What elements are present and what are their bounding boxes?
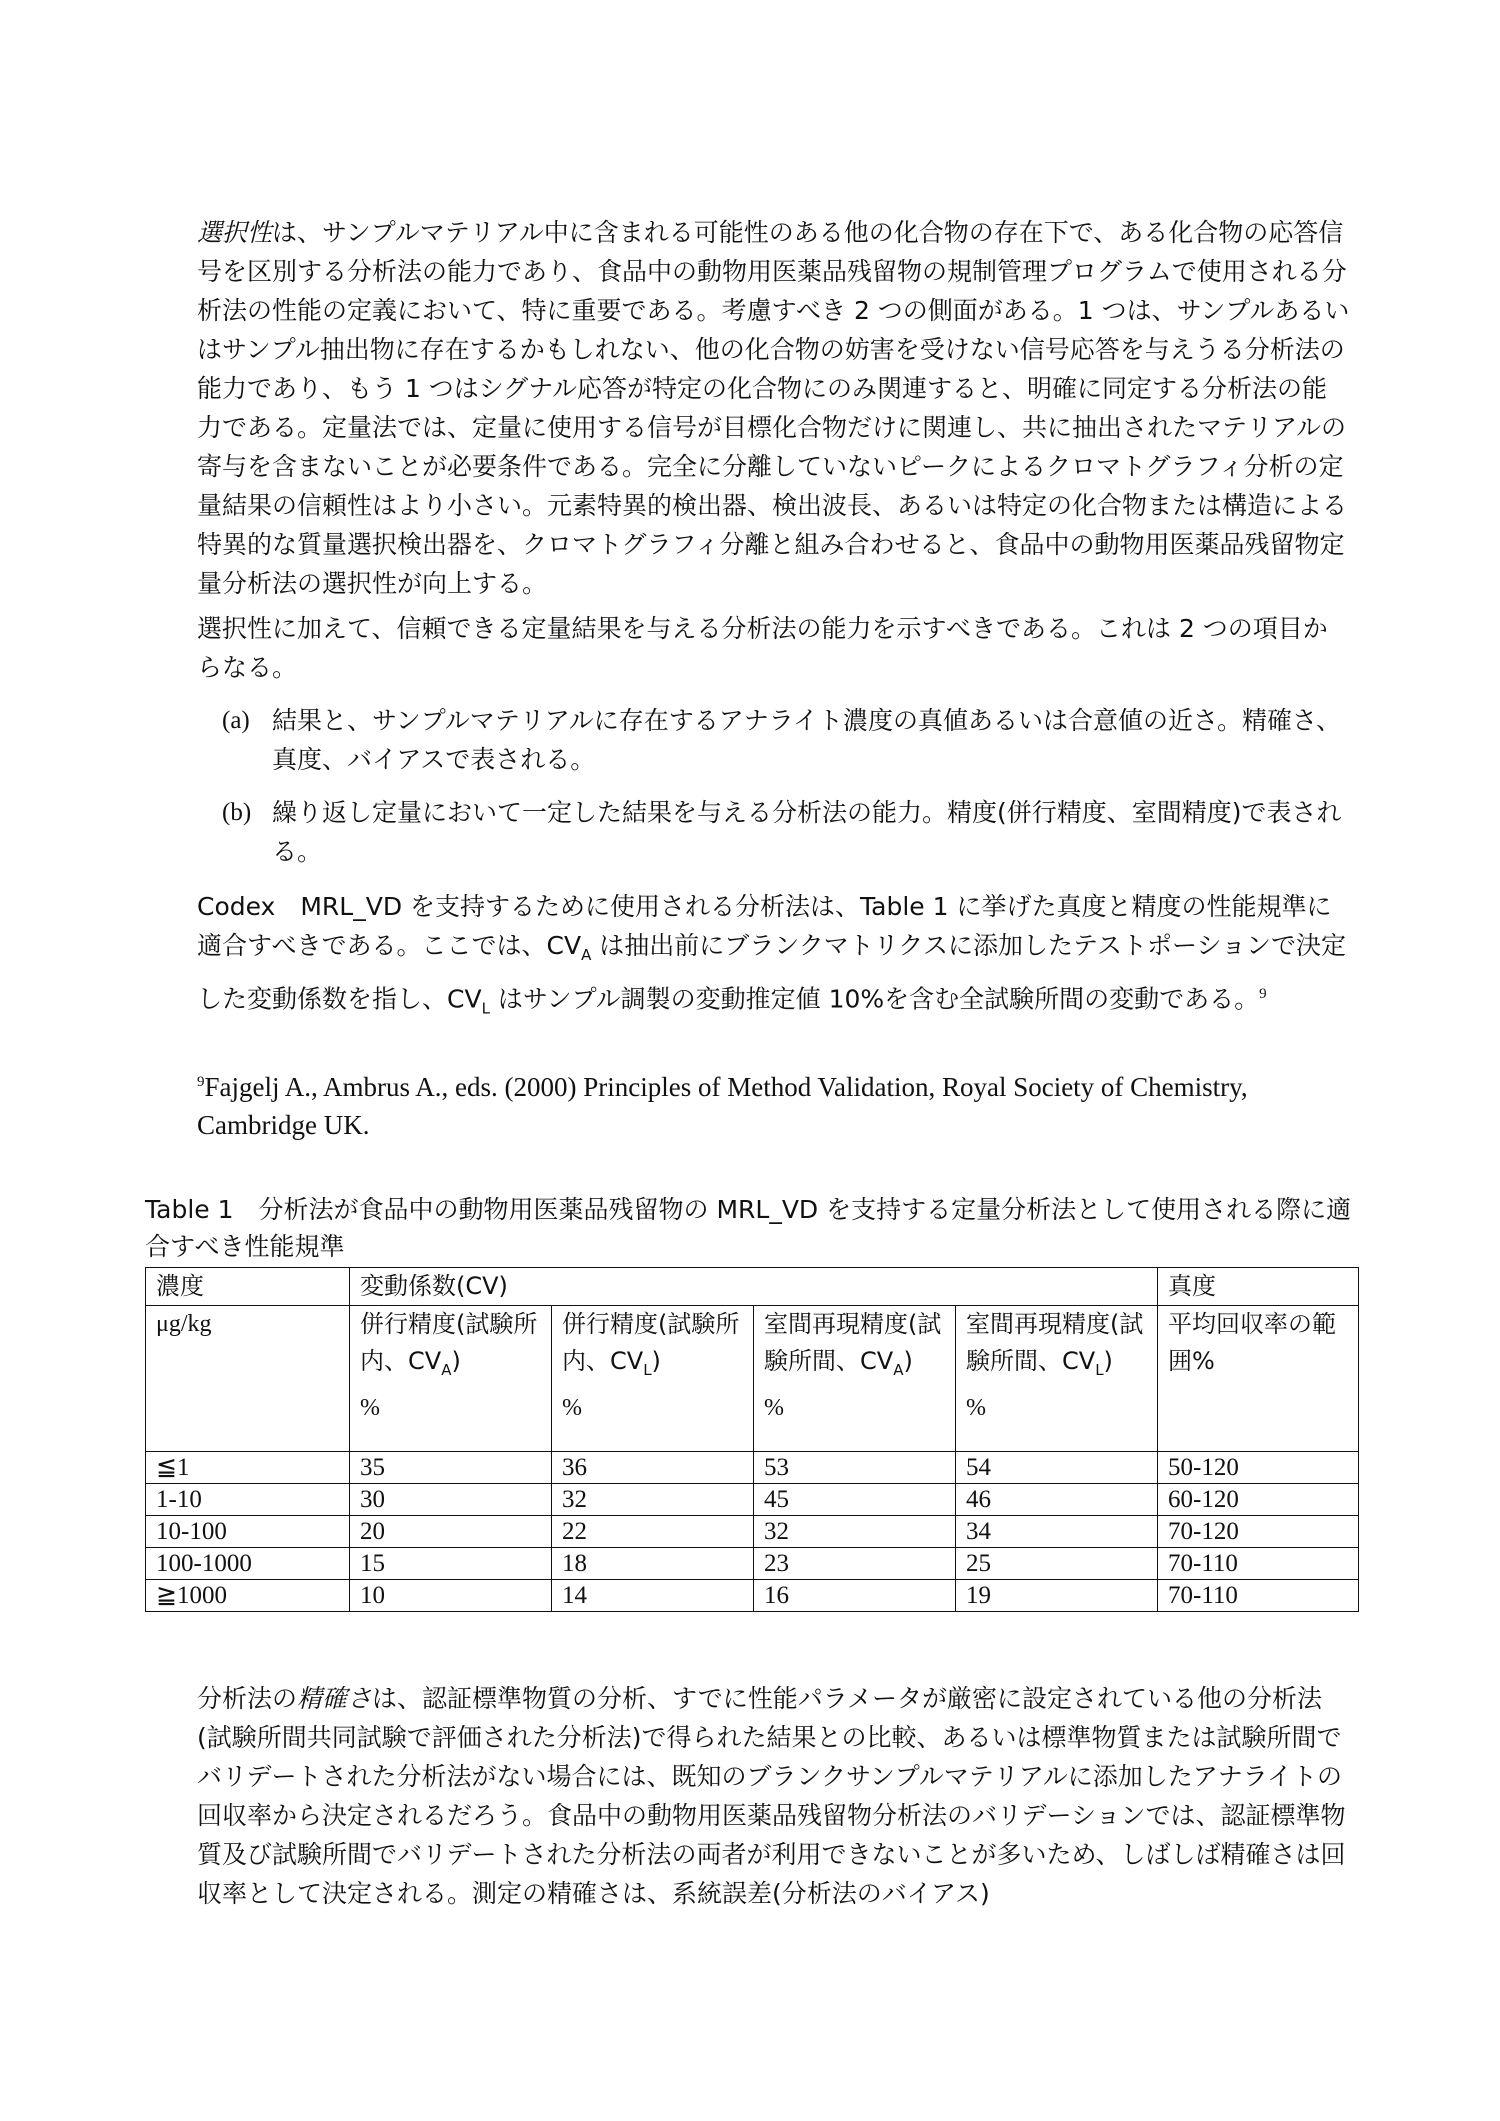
cell-value: 34 xyxy=(956,1516,1158,1548)
header-subscript: A xyxy=(441,1360,452,1379)
codex-paragraph xyxy=(197,887,1352,1028)
header-text: ) xyxy=(903,1347,913,1375)
header-text: ) xyxy=(451,1347,461,1375)
percent-label: % xyxy=(360,1394,380,1421)
list-item-text: 繰り返し定量において一定した結果を与える分析法の能力。精度(併行精度、室間精度)で表される。 xyxy=(272,798,1342,866)
codex-text: は抽出前にブランクマトリクスに添加したテストポーションで決定した変動係数を指し、CV xyxy=(197,931,1347,1014)
header-cell-reproducibility-cvl xyxy=(956,1306,1158,1452)
header-text: ) xyxy=(651,1347,661,1375)
performance-criteria-table xyxy=(145,1267,1359,1612)
cell-value: 22 xyxy=(552,1516,754,1548)
accuracy-text: 分析法の xyxy=(197,1684,298,1713)
header-subscript: L xyxy=(1095,1360,1104,1379)
selectivity-term: 選択性 xyxy=(197,218,273,247)
table-row xyxy=(146,1516,1359,1548)
cv-l-subscript: L xyxy=(481,999,490,1018)
header-cell-repeatability-cva xyxy=(350,1306,552,1452)
cell-value: 14 xyxy=(552,1580,754,1612)
cell-recovery: 50-120 xyxy=(1158,1452,1359,1484)
cell-value: 23 xyxy=(754,1548,956,1580)
list-marker: (b) xyxy=(222,799,252,826)
cell-recovery: 60-120 xyxy=(1158,1484,1359,1516)
header-text: 室間再現精度(試験所間、CV xyxy=(764,1310,942,1375)
cell-value: 45 xyxy=(754,1484,956,1516)
cell-recovery: 70-110 xyxy=(1158,1548,1359,1580)
cell-value: 16 xyxy=(754,1580,956,1612)
cell-concentration: ≧1000 xyxy=(146,1580,350,1612)
accuracy-paragraph xyxy=(197,1679,1352,1913)
header-text: 併行精度(試験所内、CV xyxy=(360,1310,538,1375)
header-text: 室間再現精度(試験所間、CV xyxy=(966,1310,1144,1375)
list-marker: (a) xyxy=(222,707,250,734)
percent-label: % xyxy=(966,1394,986,1421)
accuracy-term: 精確さ xyxy=(297,1684,373,1713)
cell-concentration: ≦1 xyxy=(146,1452,350,1484)
cell-value: 25 xyxy=(956,1548,1158,1580)
header-cell-recovery-range: 平均回収率の範囲% xyxy=(1158,1306,1359,1452)
cell-concentration: 100-1000 xyxy=(146,1548,350,1580)
header-subscript: A xyxy=(893,1360,904,1379)
header-cell-reproducibility-cva xyxy=(754,1306,956,1452)
list-item xyxy=(222,701,1352,779)
header-cell-trueness: 真度 xyxy=(1158,1268,1359,1306)
table-caption: Table 1 分析法が食品中の動物用医薬品残留物の MRL_VD を支持する定量分析法として使用される際に適合すべき性能規準 xyxy=(145,1195,1352,1261)
cell-value: 53 xyxy=(754,1452,956,1484)
cell-value: 46 xyxy=(956,1484,1158,1516)
header-cell-cv: 変動係数(CV) xyxy=(350,1268,1158,1306)
cell-concentration: 10-100 xyxy=(146,1516,350,1548)
header-cell-repeatability-cvl xyxy=(552,1306,754,1452)
codex-text: Codex MRL_VD を支持するために使用される分析法は、Table 1 に挙げた真度と精度の性能規準に適合すべきである。ここでは、CV xyxy=(197,892,1332,960)
footnote-marker: 9 xyxy=(197,1074,205,1090)
cell-value: 30 xyxy=(350,1484,552,1516)
table-subheader-row xyxy=(146,1306,1359,1452)
percent-label: % xyxy=(764,1394,784,1421)
cell-recovery: 70-120 xyxy=(1158,1516,1359,1548)
cell-value: 32 xyxy=(552,1484,754,1516)
header-cell-concentration: 濃度 xyxy=(146,1268,350,1306)
cell-value: 10 xyxy=(350,1580,552,1612)
header-text: ) xyxy=(1103,1347,1113,1375)
table-row xyxy=(146,1580,1359,1612)
cell-value: 36 xyxy=(552,1452,754,1484)
table-row xyxy=(146,1548,1359,1580)
cell-value: 19 xyxy=(956,1580,1158,1612)
cell-concentration: 1-10 xyxy=(146,1484,350,1516)
cell-value: 15 xyxy=(350,1548,552,1580)
cell-value: 35 xyxy=(350,1452,552,1484)
codex-text: はサンプル調製の変動推定値 10%を含む全試験所間の変動である。 xyxy=(489,984,1260,1014)
footnote-reference: 9 xyxy=(1259,986,1267,1002)
cv-a-subscript: A xyxy=(581,946,592,964)
selectivity-paragraph xyxy=(197,213,1352,603)
header-subscript: L xyxy=(643,1360,652,1379)
header-text: 併行精度(試験所内、CV xyxy=(562,1310,740,1375)
cell-recovery: 70-110 xyxy=(1158,1580,1359,1612)
footnote-text: Fajgelj A., Ambrus A., eds. (2000) Principles of Method Validation, Royal Society of Chemistry, Cambridge UK. xyxy=(197,1072,1248,1140)
selectivity-text: は、サンプルマテリアル中に含まれる可能性のある他の化合物の存在下で、ある化合物の応答信号を区別する分析法の能力であり、食品中の動物用医薬品残留物の規制管理プログラムで使用される分析法の性能の定義において、特に重要である。考慮すべき 2 つの側面がある。1 つは、サンプルあるいはサンプル抽出物に存在するかもしれない、他の化合物の妨害を受けない信号応答を与えうる分析法の能力であり、もう 1 つはシグナル応答が特定の化合物にのみ関連すると、明確に同定する分析法の能力である。定量法では、定量に使用する信号が目標化合物だけに関連し、共に抽出されたマテリアルの寄与を含まないことが必要条件である。完全に分離していないピークによるクロマトグラフィ分析の定量結果の信頼性はより小さい。元素特異的検出器、検出波長、あるいは特定の化合物または構造による特異的な質量選択検出器を、クロマトグラフィ分離と組み合わせると、食品中の動物用医薬品残留物定量分析法の選択性が向上する。 xyxy=(197,218,1350,598)
reliability-paragraph: 選択性に加えて、信頼できる定量結果を与える分析法の能力を示すべきである。これは 2 つの項目からなる。 xyxy=(197,614,1328,682)
table-row xyxy=(146,1452,1359,1484)
cell-value: 54 xyxy=(956,1452,1158,1484)
percent-label: % xyxy=(562,1394,582,1421)
cell-value: 32 xyxy=(754,1516,956,1548)
list-item-text: 結果と、サンプルマテリアルに存在するアナライト濃度の真値あるいは合意値の近さ。精確さ、真度、バイアスで表される。 xyxy=(272,706,1342,774)
header-cell-unit: μg/kg xyxy=(146,1306,350,1452)
cell-value: 20 xyxy=(350,1516,552,1548)
accuracy-text: は、認証標準物質の分析、すでに性能パラメータが厳密に設定されている他の分析法(試験所間共同試験で評価された分析法)で得られた結果との比較、あるいは標準物質または試験所間でバリデートされた分析法がない場合には、既知のブランクサンプルマテリアルに添加したアナライトの回収率から決定されるだろう。食品中の動物用医薬品残留物分析法のバリデーションでは、認証標準物質及び試験所間でバリデートされた分析法の両者が利用できないことが多いため、しばしば精確さは回収率として決定される。測定の精確さは、系統誤差(分析法のバイアス) xyxy=(197,1684,1346,1908)
cell-value: 18 xyxy=(552,1548,754,1580)
footnote xyxy=(197,1063,1352,1144)
table-row xyxy=(146,1484,1359,1516)
list-item xyxy=(222,793,1352,871)
table-header-row xyxy=(146,1268,1359,1306)
